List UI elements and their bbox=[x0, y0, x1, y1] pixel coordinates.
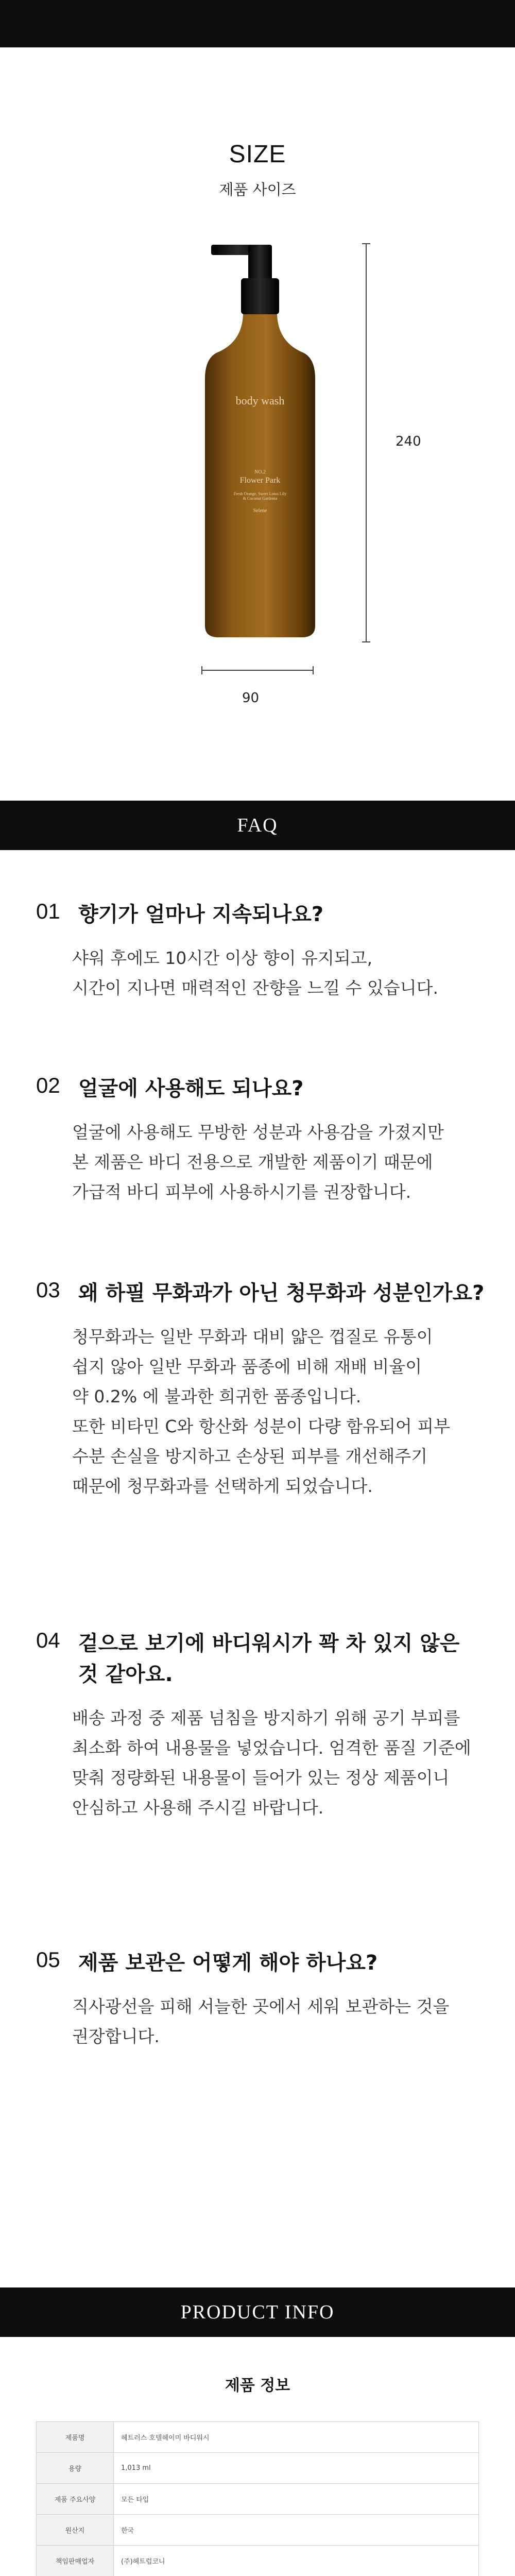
product-info-header: PRODUCT INFO bbox=[0, 2287, 515, 2337]
table-row bbox=[37, 2546, 479, 2576]
bottle-label-name: Flower Park bbox=[239, 476, 281, 485]
row-value: 한국 bbox=[114, 2515, 479, 2546]
faq-question-row bbox=[36, 1947, 489, 1978]
faq-answer-line: 맞춰 정량화된 내용물이 들어가 있는 정상 제품이니 bbox=[72, 1768, 450, 1788]
faq-question: 제품 보관은 어떻게 해야 하나요? bbox=[78, 1951, 378, 1975]
faq-item bbox=[36, 1278, 489, 1501]
faq-answer-line: 약 0.2% 에 불과한 희귀한 품종입니다. bbox=[72, 1386, 362, 1406]
faq-question: 겉으로 보기에 바디워시가 꽉 차 있지 않은 것 같아요. bbox=[78, 1632, 460, 1686]
faq-item bbox=[36, 1947, 489, 2052]
faq-answer-line: 시간이 지나면 매력적인 잔향을 느낄 수 있습니다. bbox=[72, 978, 438, 998]
row-value: 모든 타입 bbox=[114, 2484, 479, 2515]
faq-question-row bbox=[36, 1073, 489, 1104]
faq-number: 02 bbox=[36, 1073, 60, 1097]
faq-answer-line: 샤워 후에도 10시간 이상 향이 유지되고, bbox=[72, 948, 373, 968]
faq-answer-line: 가급적 바디 피부에 사용하시기를 권장합니다. bbox=[72, 1182, 411, 1202]
faq-question-row bbox=[36, 899, 489, 930]
faq-answer bbox=[72, 1992, 489, 2052]
row-key: 책임판매업자 bbox=[37, 2546, 114, 2576]
faq-number: 04 bbox=[36, 1628, 60, 1652]
faq-header: FAQ bbox=[0, 801, 515, 850]
width-dimension-line bbox=[201, 670, 314, 671]
faq-question: 얼굴에 사용해도 되나요? bbox=[78, 1077, 304, 1100]
faq-answer-line: 얼굴에 사용해도 무방한 성분과 사용감을 가졌지만 bbox=[72, 1122, 444, 1142]
faq-question: 왜 하필 무화과가 아닌 청무화과 성분인가요? bbox=[78, 1281, 485, 1305]
width-dimension-label: 90 bbox=[242, 690, 260, 706]
bottle-image bbox=[201, 224, 319, 647]
faq-answer bbox=[72, 943, 489, 1003]
row-value: (주)헤트럽코니 bbox=[114, 2546, 479, 2576]
faq-question-row bbox=[36, 1278, 489, 1309]
table-row bbox=[37, 2422, 479, 2453]
faq-question: 향기가 얼마나 지속되나요? bbox=[78, 903, 324, 926]
faq-answer-line: 안심하고 사용해 주시길 바랍니다. bbox=[72, 1798, 324, 1818]
faq-answer bbox=[72, 1322, 489, 1501]
row-key: 용량 bbox=[37, 2453, 114, 2484]
width-dimension-cap-right bbox=[313, 666, 314, 674]
faq-item bbox=[36, 1073, 489, 1207]
faq-answer-line: 배송 과정 중 제품 넘침을 방지하기 위해 공기 부피를 bbox=[72, 1708, 460, 1728]
faq-answer bbox=[72, 1703, 489, 1823]
row-key: 제품명 bbox=[37, 2422, 114, 2453]
size-subtitle: 제품 사이즈 bbox=[219, 181, 296, 198]
faq-answer-line: 청무화과는 일반 무화과 대비 얇은 껍질로 유통이 bbox=[72, 1327, 433, 1347]
height-dimension-line bbox=[366, 243, 367, 642]
row-key: 원산지 bbox=[37, 2515, 114, 2546]
width-dimension-cap-left bbox=[201, 666, 202, 674]
faq-number: 01 bbox=[36, 899, 60, 923]
row-value: 헤트러스 호텔헤이미 바디워시 bbox=[114, 2422, 479, 2453]
product-info-table bbox=[36, 2421, 479, 2576]
row-value: 1,013 ml bbox=[114, 2453, 479, 2484]
table-row bbox=[37, 2515, 479, 2546]
faq-answer-line: 수분 손실을 방지하고 손상된 피부를 개선해주기 bbox=[72, 1446, 428, 1466]
size-title: SIZE bbox=[229, 141, 286, 168]
faq-number: 03 bbox=[36, 1278, 60, 1302]
bottle-label-brand: Selene bbox=[253, 508, 267, 514]
faq-answer-line: 본 제품은 바디 전용으로 개발한 제품이기 때문에 bbox=[72, 1152, 433, 1172]
faq-item bbox=[36, 1628, 489, 1823]
faq-item bbox=[36, 899, 489, 1003]
faq-answer-line: 때문에 청무화과를 선택하게 되었습니다. bbox=[72, 1476, 373, 1496]
top-bar bbox=[0, 0, 515, 47]
table-row bbox=[37, 2453, 479, 2484]
height-dimension-label: 240 bbox=[396, 434, 421, 449]
bottle-label-desc-1: Fresh Orange, Sweet Lotus Lily bbox=[233, 492, 287, 496]
bottle-label-no: NO.2 bbox=[254, 469, 266, 475]
faq-answer bbox=[72, 1117, 489, 1207]
product-info-title: 제품 정보 bbox=[225, 2377, 290, 2395]
faq-answer-line: 직사광선을 피해 서늘한 곳에서 세워 보관하는 것을 bbox=[72, 1996, 450, 2016]
faq-answer-line: 또한 비타민 C와 항산화 성분이 다량 함유되어 피부 bbox=[72, 1416, 451, 1436]
bottle-label bbox=[214, 394, 306, 514]
bottle-label-desc-2: & Coconut Gardenia bbox=[243, 496, 278, 501]
faq-number: 05 bbox=[36, 1947, 60, 1972]
faq-answer-line: 권장합니다. bbox=[72, 2026, 160, 2046]
bottle-label-top: body wash bbox=[235, 394, 285, 407]
height-dimension-cap-bottom bbox=[362, 641, 370, 642]
faq-answer-line: 쉽지 않아 일반 무화과 품종에 비해 재배 비율이 bbox=[72, 1357, 422, 1377]
row-key: 제품 주요사양 bbox=[37, 2484, 114, 2515]
height-dimension-cap-top bbox=[362, 243, 370, 244]
faq-question-row bbox=[36, 1628, 489, 1690]
faq-answer-line: 최소화 하여 내용물을 넣었습니다. 엄격한 품질 기준에 bbox=[72, 1738, 471, 1758]
table-row bbox=[37, 2484, 479, 2515]
